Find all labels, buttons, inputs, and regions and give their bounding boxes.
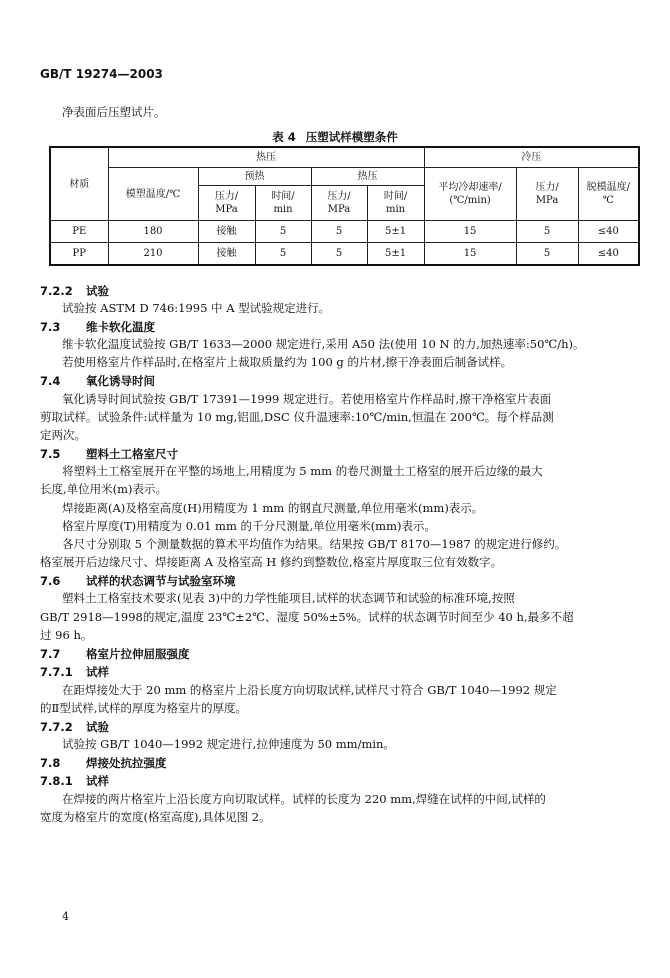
section-7-7-1-line-2: 的Ⅱ型试样,试样的厚度为格室片的厚度。 xyxy=(40,701,247,715)
table-row: PE 180 接触 5 5 5±1 15 5 ≤40 xyxy=(50,221,639,243)
section-7-6-heading: 7.6 试样的状态调节与试验室环境 xyxy=(40,574,236,588)
header-preheat-time: 时间/ min xyxy=(255,186,311,221)
standard-number: GB/T 19274—2003 xyxy=(40,67,163,81)
section-7-2-2-text: 试验按 ASTM D 746:1995 中 A 型试验规定进行。 xyxy=(62,301,331,315)
section-7-3-line-2: 若使用格室片作样品时,在格室片上裁取质量约为 100 g 的片材,擦干净表面后制备试样。 xyxy=(62,355,513,369)
header-mold-temp: 模塑温度/℃ xyxy=(108,168,198,221)
header-cooling-rate: 平均冷却速率/ (℃/min) xyxy=(424,168,516,221)
section-7-5-line-1: 将塑料土工格室展开在平整的场地上,用精度为 5 mm 的卷尺测量土工格室的展开后边缘的最大 xyxy=(62,464,543,478)
section-7-7-2-heading: 7.7.2 试验 xyxy=(40,720,109,734)
section-7-5-line-3: 焊接距离(A)及格室高度(H)用精度为 1 mm 的钢直尺测量,单位用毫米(mm)表示。 xyxy=(62,501,484,515)
section-7-4-heading: 7.4 氧化诱导时间 xyxy=(40,374,155,388)
section-7-7-heading: 7.7 格室片拉伸屈服强度 xyxy=(40,647,190,661)
section-7-3-line-1: 维卡软化温度试验按 GB/T 1633—2000 规定进行,采用 A50 法(使用 10 N 的力,加热速率:50℃/h)。 xyxy=(62,337,585,351)
section-7-5-heading: 7.5 塑料土工格室尺寸 xyxy=(40,447,178,461)
header-demold-temp: 脱模温度/ ℃ xyxy=(578,168,639,221)
section-7-6-line-1: 塑料土工格室技术要求(见表 3)中的力学性能项目,试样的状态调节和试验的标准环境,按照 xyxy=(62,591,515,605)
section-7-4-line-1: 氧化诱导时间试验按 GB/T 17391—1999 规定进行。若使用格室片作样品时,擦干净格室片表面 xyxy=(62,392,552,406)
section-7-5-line-2: 长度,单位用米(m)表示。 xyxy=(40,482,168,496)
section-7-8-heading: 7.8 焊接处抗拉强度 xyxy=(40,756,167,770)
header-material: 材质 xyxy=(50,147,108,221)
header-hot-time: 时间/ min xyxy=(367,186,424,221)
section-7-5-line-5: 各尺寸分别取 5 个测量数据的算术平均值作为结果。结果按 GB/T 8170—1987 的规定进行修约。 xyxy=(62,537,567,551)
section-7-6-line-3: 过 96 h。 xyxy=(40,628,93,642)
header-cold-pressure: 压力/ MPa xyxy=(516,168,578,221)
section-7-8-1-heading: 7.8.1 试样 xyxy=(40,774,109,788)
header-hot-pressure: 压力/ MPa xyxy=(311,186,367,221)
intro-line: 净表面后压塑试片。 xyxy=(62,105,166,119)
header-preheat-pressure: 压力/ MPa xyxy=(198,186,255,221)
section-7-3-heading: 7.3 维卡软化温度 xyxy=(40,320,155,334)
table-caption xyxy=(0,129,670,145)
section-7-7-1-line-1: 在距焊接处大于 20 mm 的格室片上沿长度方向切取试样,试样尺寸符合 GB/T 1040—1992 规定 xyxy=(62,683,557,697)
section-7-7-2-text: 试验按 GB/T 1040—1992 规定进行,拉伸速度为 50 mm/min。 xyxy=(62,737,395,751)
section-7-8-1-line-1: 在焊接的两片格室片上沿长度方向切取试样。试样的长度为 220 mm,焊缝在试样的中间,试样的 xyxy=(62,792,546,806)
section-7-6-line-2: GB/T 2918—1998的规定,温度 23℃±2℃、湿度 50%±5%。试样的状态调节时间至少 40 h,最多不超 xyxy=(40,610,574,624)
section-7-2-2-heading: 7.2.2 试验 xyxy=(40,284,109,298)
table-title: 压塑试样模塑条件 xyxy=(305,130,398,144)
table-row: PP 210 接触 5 5 5±1 15 5 ≤40 xyxy=(50,243,639,266)
header-preheat: 预热 xyxy=(198,168,311,186)
section-7-4-line-2: 剪取试样。试验条件:试样量为 10 mg,铝皿,DSC 仪升温速率:10℃/min,恒温在 200℃。每个样品测 xyxy=(40,410,554,424)
table-label: 表 4 xyxy=(272,130,296,144)
molding-conditions-table xyxy=(49,146,640,266)
section-7-4-line-3: 定两次。 xyxy=(40,428,86,442)
header-hot-press: 热压 xyxy=(311,168,424,186)
section-7-7-1-heading: 7.7.1 试样 xyxy=(40,665,109,679)
section-7-8-1-line-2: 宽度为格室片的宽度(格室高度),具体见图 2。 xyxy=(40,810,271,824)
header-cold-press-group: 冷压 xyxy=(424,147,639,168)
header-hot-press-group: 热压 xyxy=(108,147,424,168)
section-7-5-line-6: 格室展开后边缘尺寸、焊接距离 A 及格室高 H 修约到整数位,格室片厚度取三位有效数字。 xyxy=(40,555,503,569)
section-7-5-line-4: 格室片厚度(T)用精度为 0.01 mm 的千分尺测量,单位用毫米(mm)表示。 xyxy=(62,519,436,533)
page-number: 4 xyxy=(62,910,69,923)
